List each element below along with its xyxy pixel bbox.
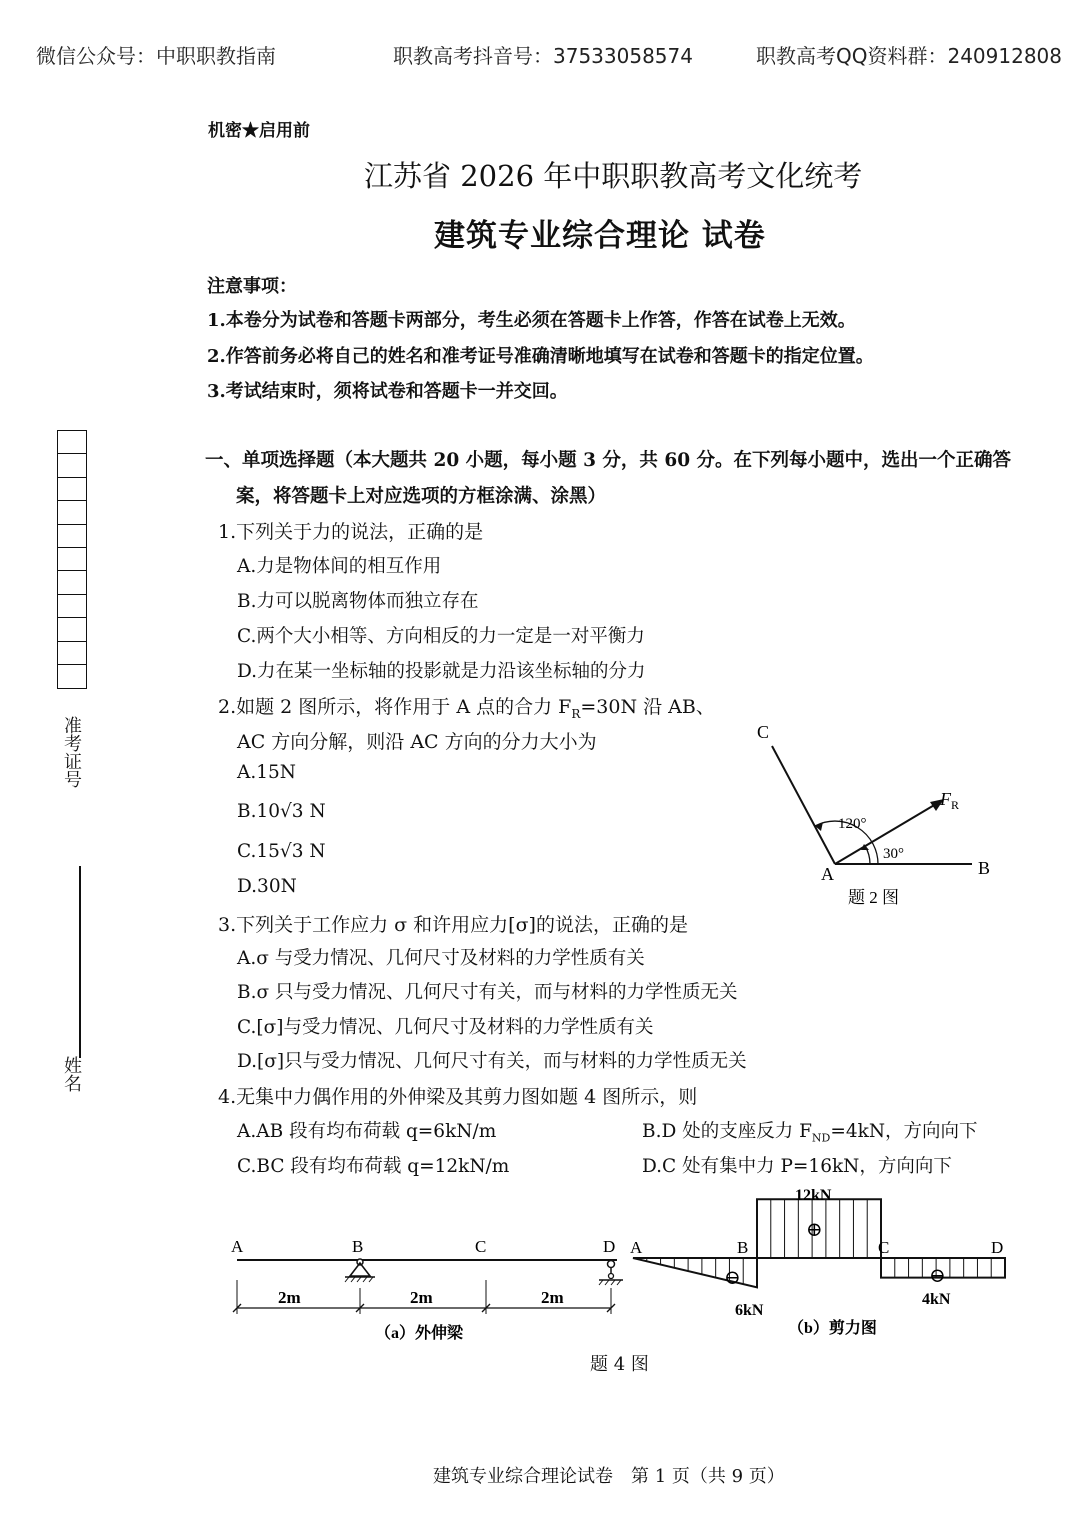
q2-option-b: B.10√3 N (237, 801, 326, 822)
label-30: 30° (883, 846, 904, 862)
shear-label-6kn: 6kN (735, 1302, 764, 1319)
section1-line2: 案，将答题卡上对应选项的方框涂满、涂黑） (236, 486, 607, 507)
span-cd: 2m (541, 1288, 564, 1307)
shear-label-4kn: 4kN (922, 1291, 951, 1308)
shear-point-b: B (737, 1238, 749, 1257)
q2-figure (740, 718, 1020, 918)
q2-option-d: D.30N (237, 876, 297, 897)
plus-sign: ⊕ (806, 1219, 823, 1241)
q4-option-a: A.AB 段有均布荷载 q=6kN/m (237, 1121, 497, 1142)
q2-option-c: C.15√3 N (237, 841, 326, 862)
label-c: C (757, 722, 770, 742)
minus-sign-ab: ⊖ (724, 1267, 741, 1289)
secret-label: 机密★启用前 (208, 121, 310, 141)
q2-option-a: A.15N (237, 762, 296, 783)
q4-option-b: B.D 处的支座反力 $F_{ND}=4kN$，方向向下 (642, 1121, 978, 1145)
shear-label-12kn: 12kN (795, 1187, 832, 1204)
pin-support-b (345, 1259, 375, 1282)
q1-option-a: A.力是物体间的相互作用 (237, 556, 442, 577)
q1-option-b: B.力可以脱离物体而独立存在 (237, 591, 479, 612)
beam-caption: （a）外伸梁 (375, 1325, 464, 1342)
label-fr: $F_R$ (940, 789, 960, 812)
shear-point-a: A (630, 1238, 643, 1257)
shear-point-c: C (878, 1238, 890, 1257)
minus-sign-cd: ⊖ (929, 1265, 946, 1287)
label-120: 120° (838, 816, 867, 832)
q3-option-d: D.[σ]只与受力情况、几何尺寸有关，而与材料的力学性质无关 (237, 1051, 747, 1072)
header-qq: 职教高考QQ资料群：240912808 (756, 44, 1063, 68)
q4-beam-figure (225, 1230, 635, 1350)
header-douyin: 职教高考抖音号：37533058574 (393, 44, 693, 68)
q1-option-d: D.力在某一坐标轴的投影就是力沿该坐标轴的分力 (237, 661, 646, 682)
q3-option-a: A.σ 与受力情况、几何尺寸及材料的力学性质有关 (237, 948, 645, 969)
page-subtitle: 建筑专业综合理论 试卷 (434, 218, 766, 254)
exam-number-label: 准考证号 (61, 716, 82, 788)
q4-figure-caption: 题 4 图 (590, 1354, 649, 1375)
shear-point-d: D (991, 1238, 1004, 1257)
q2-figure-caption: 题 2 图 (848, 888, 899, 907)
notice-item-3: 3.考试结束时，须将试卷和答题卡一并交回。 (207, 381, 568, 402)
shear-caption: （b）剪力图 (788, 1320, 877, 1337)
span-bc: 2m (410, 1288, 433, 1307)
q3-option-c: C.[σ]与受力情况、几何尺寸及材料的力学性质有关 (237, 1017, 654, 1038)
page-title: 江苏省 2026 年中职职教高考文化统考 (364, 159, 863, 193)
q3-option-b: B.σ 只与受力情况、几何尺寸有关，而与材料的力学性质无关 (237, 982, 738, 1003)
exam-number-grid[interactable] (57, 430, 87, 689)
notice-item-1: 1.本卷分为试卷和答题卡两部分，考生必须在答题卡上作答，作答在试卷上无效。 (207, 310, 856, 331)
span-ab: 2m (278, 1288, 301, 1307)
label-a: A (821, 864, 834, 884)
shear-outline (633, 1199, 1005, 1287)
q2-stem-line1: 2.如题 2 图所示，将作用于 A 点的合力 $F_R=30N$ 沿 AB、 (218, 696, 715, 721)
beam-point-a: A (231, 1237, 244, 1256)
name-label: 姓名 (61, 1056, 82, 1092)
page-footer: 建筑专业综合理论试卷 第 1 页（共 9 页） (433, 1466, 785, 1487)
q4-option-d: D.C 处有集中力 P=16kN，方向向下 (642, 1156, 952, 1177)
notice-heading: 注意事项： (207, 276, 297, 297)
beam-point-c: C (475, 1237, 487, 1256)
beam-point-b: B (352, 1237, 364, 1256)
shear-diagram (625, 1180, 1015, 1345)
q1-option-c: C.两个大小相等、方向相反的力一定是一对平衡力 (237, 626, 645, 647)
header-wechat: 微信公众号：中职职教指南 (36, 44, 276, 68)
notice-item-2: 2.作答前务必将自己的姓名和准考证号准确清晰地填写在试卷和答题卡的指定位置。 (207, 346, 874, 367)
q4-stem: 4.无集中力偶作用的外伸梁及其剪力图如题 4 图所示，则 (218, 1086, 698, 1108)
name-underline[interactable] (79, 866, 81, 1058)
q2-stem-line2: AC 方向分解，则沿 AC 方向的分力大小为 (237, 731, 597, 753)
q3-stem: 3.下列关于工作应力 σ 和许用应力[σ]的说法，正确的是 (218, 914, 688, 936)
q1-stem: 1.下列关于力的说法，正确的是 (218, 521, 484, 543)
q4-option-c: C.BC 段有均布荷载 q=12kN/m (237, 1156, 510, 1177)
roller-support-d (599, 1261, 623, 1286)
label-b: B (978, 858, 991, 878)
section1-line1: 一、单项选择题（本大题共 20 小题，每小题 3 分，共 60 分。在下列每小题中，选出一个正确答 (205, 450, 1012, 471)
beam-point-d: D (603, 1237, 616, 1256)
line-ac (772, 746, 835, 864)
